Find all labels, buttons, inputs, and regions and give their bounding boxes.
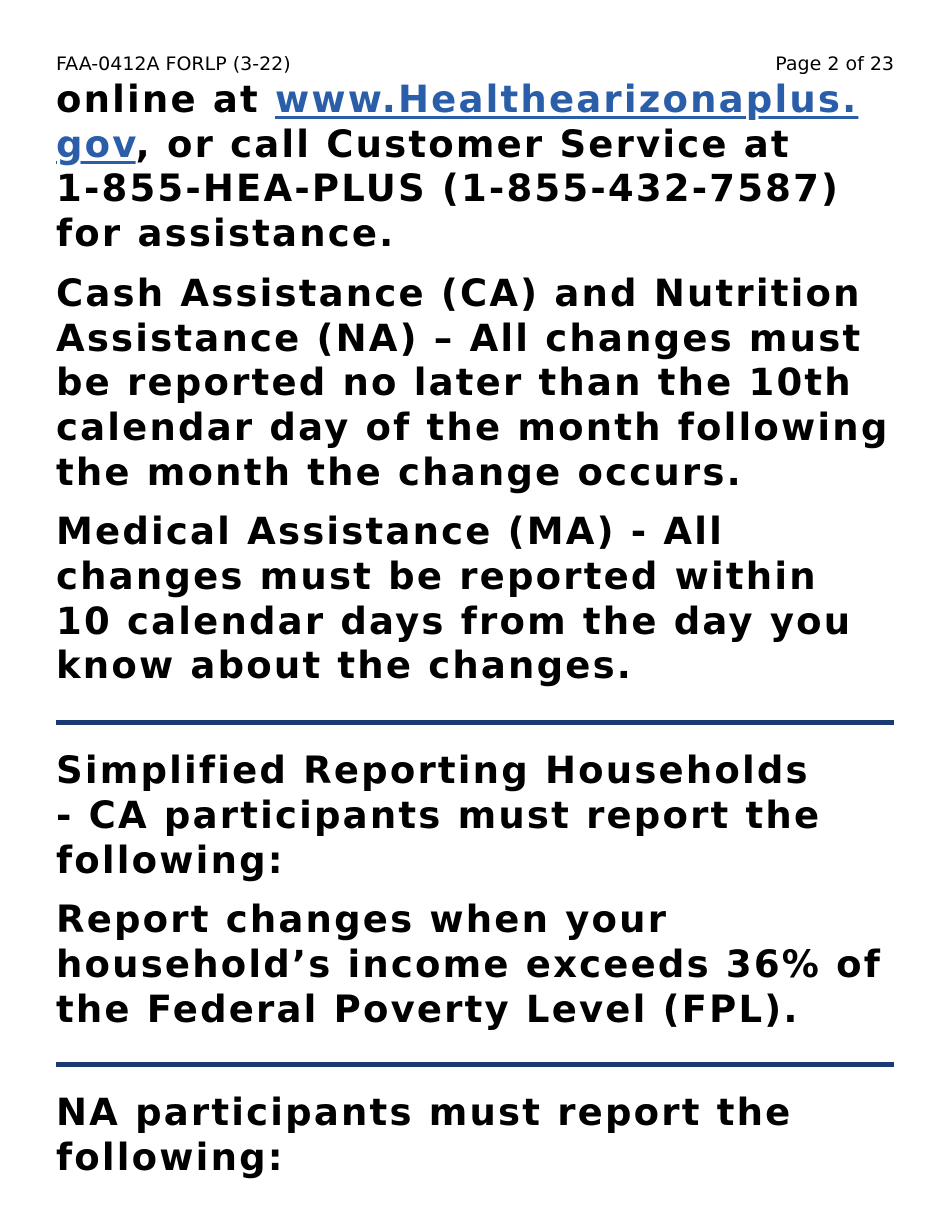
cash-nutrition-line: the month the change occurs. bbox=[56, 450, 743, 494]
simplified-line: following: bbox=[56, 838, 285, 882]
na-participants-line: NA participants must report the bbox=[56, 1091, 793, 1135]
intro-line-4: for assistance. bbox=[56, 212, 396, 256]
na-participants-heading bbox=[56, 1091, 894, 1180]
report-changes-line: the Federal Poverty Level (FPL). bbox=[56, 987, 800, 1031]
cash-nutrition-paragraph bbox=[56, 272, 894, 496]
intro-line-2 bbox=[56, 123, 894, 168]
report-changes-line: Report changes when your bbox=[56, 898, 669, 942]
cash-nutrition-line: calendar day of the month following bbox=[56, 405, 890, 449]
medical-line: changes must be reported within bbox=[56, 555, 818, 599]
page-header bbox=[56, 52, 894, 76]
form-id: FAA-0412A FORLP (3-22) bbox=[56, 53, 291, 75]
medical-line: Medical Assistance (MA) - All bbox=[56, 510, 725, 554]
website-link-part-2[interactable]: gov bbox=[56, 122, 136, 166]
page-number: Page 2 of 23 bbox=[775, 53, 894, 75]
cash-nutrition-line: Cash Assistance (CA) and Nutrition bbox=[56, 271, 862, 315]
report-changes-line: household’s income exceeds 36% of bbox=[56, 942, 883, 986]
medical-line: 10 calendar days from the day you bbox=[56, 599, 853, 643]
intro-paragraph bbox=[56, 78, 894, 257]
cash-nutrition-line: be reported no later than the 10th bbox=[56, 361, 853, 405]
simplified-line: - CA participants must report the bbox=[56, 793, 822, 837]
medical-paragraph bbox=[56, 510, 894, 689]
medical-line: know about the changes. bbox=[56, 644, 634, 688]
simplified-line: Simplified Reporting Households bbox=[56, 749, 810, 793]
document-body bbox=[56, 78, 894, 1181]
na-participants-line: following: bbox=[56, 1136, 285, 1180]
intro-prefix: online at bbox=[56, 78, 275, 121]
section-divider bbox=[56, 1062, 894, 1067]
intro-suffix: , or call Customer Service at bbox=[135, 122, 791, 166]
section-divider bbox=[56, 720, 894, 725]
simplified-reporting-heading bbox=[56, 749, 894, 883]
cash-nutrition-line: Assistance (NA) – All changes must bbox=[56, 316, 863, 360]
phone-number: 1-855-HEA-PLUS (1-855-432-7587) bbox=[56, 167, 841, 211]
website-link-part-1[interactable]: www.Healthearizonaplus. bbox=[274, 78, 859, 121]
intro-line-1 bbox=[56, 78, 894, 123]
report-changes-paragraph bbox=[56, 898, 894, 1032]
